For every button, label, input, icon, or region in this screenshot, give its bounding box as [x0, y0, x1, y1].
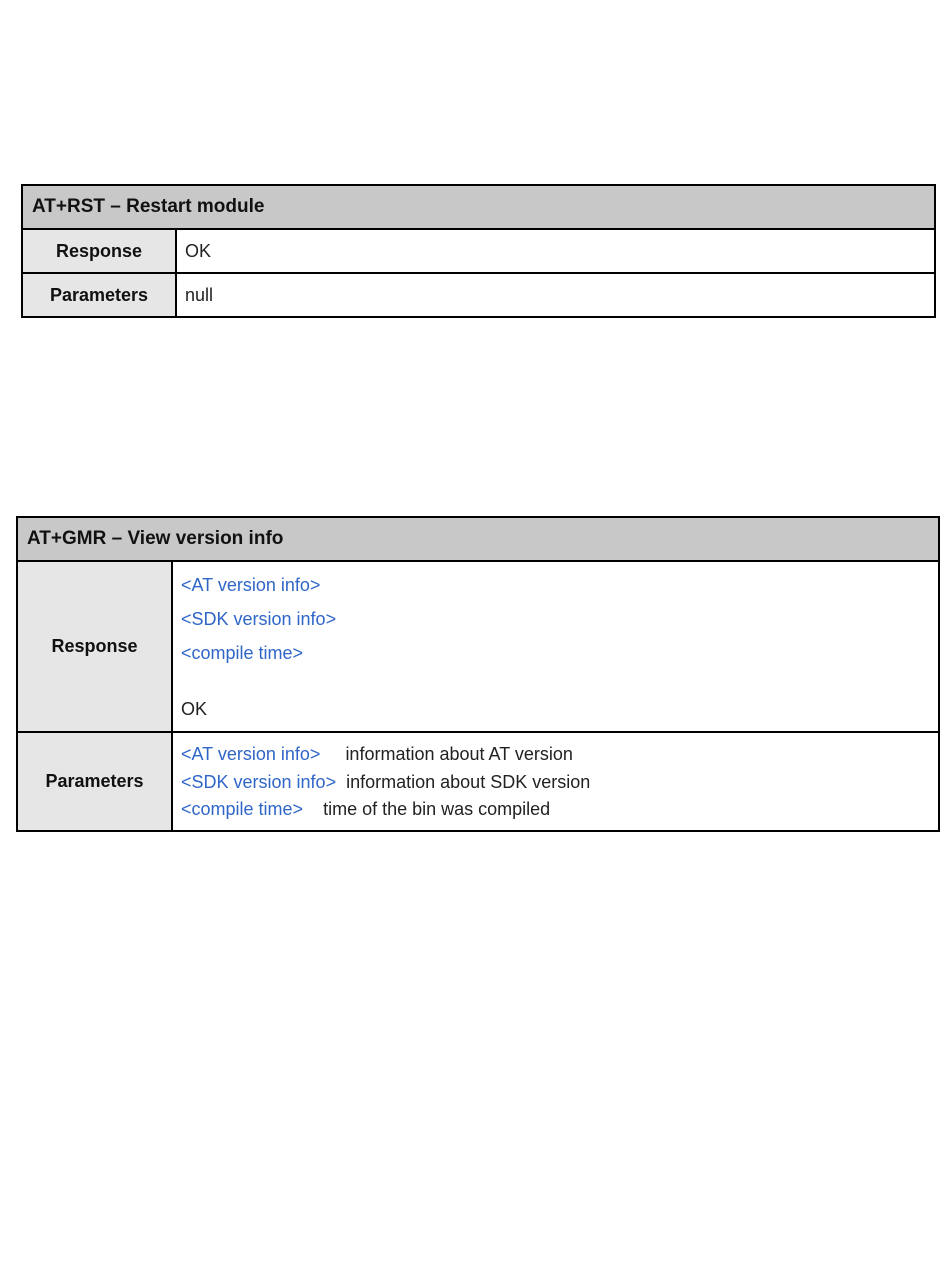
at-rst-title: AT+RST – Restart module	[22, 185, 935, 229]
at-rst-parameters-value: null	[176, 273, 935, 317]
param-compile-time	[181, 796, 938, 824]
response-line-compile-time: <compile time>	[181, 643, 304, 663]
at-gmr-table	[16, 516, 940, 832]
at-gmr-response-value	[172, 561, 939, 732]
param-desc: information about AT version	[345, 744, 573, 764]
at-rst-response-value: OK	[176, 229, 935, 273]
at-gmr-title: AT+GMR – View version info	[17, 517, 939, 561]
at-gmr-parameters-value	[172, 732, 939, 831]
response-line-sdk-version: <SDK version info>	[181, 609, 337, 629]
param-desc: time of the bin was compiled	[323, 799, 551, 819]
param-at-version	[181, 741, 938, 769]
at-rst-response-label: Response	[22, 229, 176, 273]
param-name: <compile time>	[181, 799, 304, 819]
at-gmr-response-label: Response	[17, 561, 172, 732]
param-sdk-version	[181, 769, 938, 797]
at-gmr-parameters-label: Parameters	[17, 732, 172, 831]
param-name: <AT version info>	[181, 744, 321, 764]
at-rst-table	[21, 184, 936, 318]
param-desc: information about SDK version	[346, 771, 591, 792]
param-name: <SDK version info>	[181, 771, 337, 792]
response-line-ok: OK	[181, 699, 208, 719]
at-rst-parameters-label: Parameters	[22, 273, 176, 317]
response-line-at-version: <AT version info>	[181, 575, 321, 595]
